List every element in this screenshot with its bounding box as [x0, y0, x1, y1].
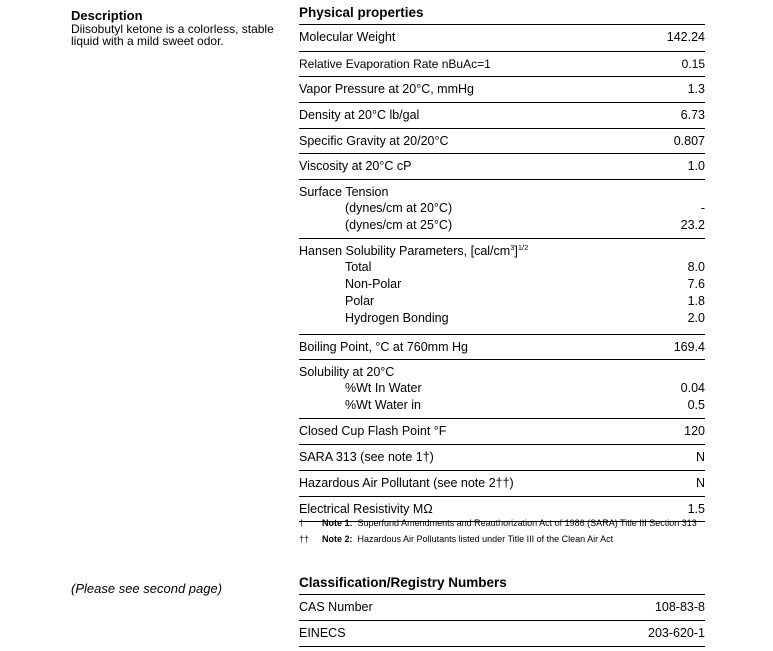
row-evaporation-rate: Relative Evaporation Rate nBuAc=1 0.15 [299, 57, 705, 71]
row-sara-313: SARA 313 (see note 1†) N [299, 450, 705, 464]
classification-table [299, 575, 705, 647]
footnote-2: †† Note 2: Hazardous Air Pollutants listed under Title III of the Clean Air Act [299, 531, 705, 547]
group-surface-tension: Surface Tension (dynes/cm at 20°C) - (dynes/cm at 25°C) 23.2 [299, 185, 705, 232]
group-solubility: Solubility at 20°C %Wt In Water 0.04 %Wt Water in 0.5 [299, 365, 705, 412]
group-hansen-parameters [299, 239, 705, 334]
row-vapor-pressure: Vapor Pressure at 20°C, mmHg 1.3 [299, 82, 705, 96]
row-flash-point: Closed Cup Flash Point °F 120 [299, 424, 705, 438]
footnotes [299, 515, 705, 547]
row-electrical-resistivity: Electrical Resistivity MΩ 1.5 [299, 502, 705, 516]
hansen-hydrogen-bonding: Hydrogen Bonding 2.0 [345, 311, 705, 325]
description-title: Description [71, 8, 143, 23]
solubility-water-in: %Wt Water in 0.5 [345, 398, 705, 412]
surface-tension-20c: (dynes/cm at 20°C) - [345, 201, 705, 215]
hansen-heading: Hansen Solubility Parameters, $[cal/cm^3]^{1/2}$ [299, 243, 529, 258]
surface-tension-25c: (dynes/cm at 25°C) 23.2 [345, 218, 705, 232]
physical-properties-title: Physical properties [299, 5, 424, 20]
hansen-polar: Polar 1.8 [345, 294, 705, 308]
hansen-non-polar: Non-Polar 7.6 [345, 277, 705, 291]
description-section [71, 8, 291, 47]
row-cas-number: CAS Number 108-83-8 [299, 600, 705, 614]
physical-properties-table [299, 5, 705, 522]
divider [299, 646, 705, 647]
footnote-1: † Note 1: Superfund Amendments and Reauthorization Act of 1986 (SARA) Title III Section 313 [299, 515, 705, 531]
row-einecs: EINECS 203-620-1 [299, 626, 705, 640]
hansen-total: Total 8.0 [345, 260, 705, 274]
row-viscosity: Viscosity at 20°C cP 1.0 [299, 159, 705, 173]
row-molecular-weight: Molecular Weight 142.24 [299, 30, 705, 44]
description-text: Diisobutyl ketone is a colorless, stable liquid with a mild sweet odor. [71, 22, 274, 48]
row-specific-gravity: Specific Gravity at 20/20°C 0.807 [299, 134, 705, 148]
dagger-mark: † [299, 518, 305, 528]
row-density: Density at 20°C lb/gal 6.73 [299, 108, 705, 122]
row-boiling-point: Boiling Point, °C at 760mm Hg 169.4 [299, 340, 705, 354]
see-second-page-note: (Please see second page) [71, 581, 223, 596]
solubility-in-water: %Wt In Water 0.04 [345, 381, 705, 395]
double-dagger-mark: †† [299, 534, 310, 544]
row-hazardous-air-pollutant: Hazardous Air Pollutant (see note 2††) N [299, 476, 705, 490]
classification-title: Classification/Registry Numbers [299, 575, 507, 590]
